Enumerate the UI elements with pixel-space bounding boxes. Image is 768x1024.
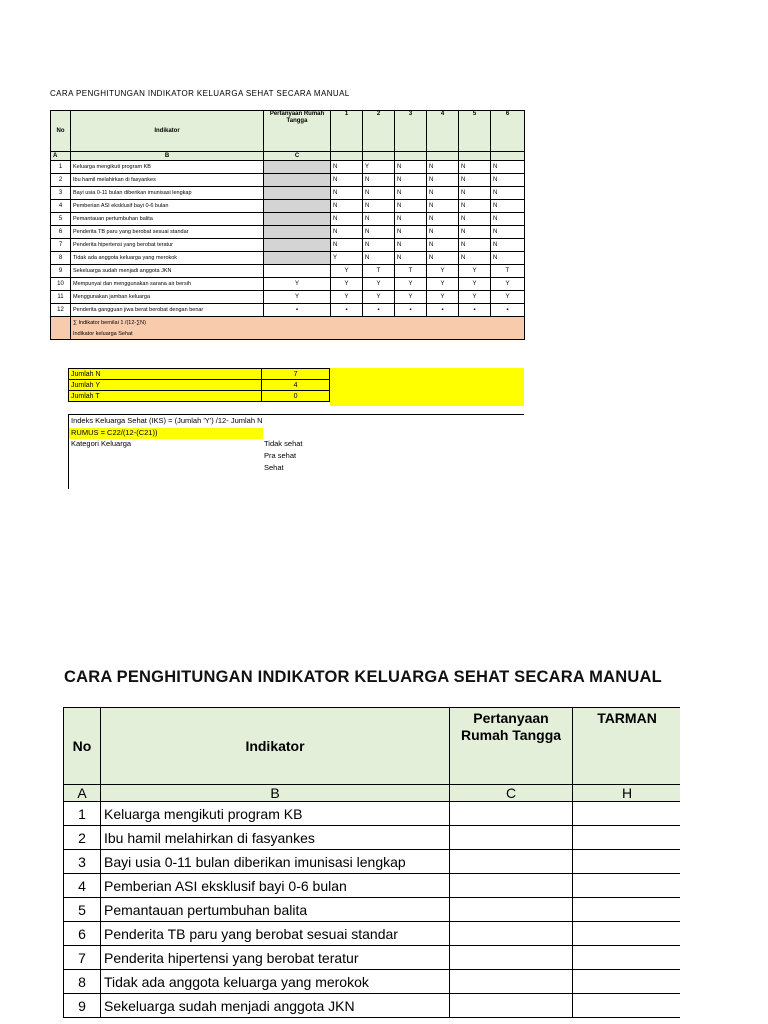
big-table-row: [64, 802, 682, 826]
small-letter-row: [51, 152, 525, 161]
big-row-indikator: Bayi usia 0-11 bulan diberikan imunisasi lengkap: [101, 850, 450, 874]
big-row-indikator: Pemantauan pertumbuhan balita: [101, 898, 450, 922]
row-value-cell: N: [395, 252, 427, 265]
header-col-2: 2: [363, 111, 395, 152]
big-letter-c: C: [450, 785, 573, 802]
row-value-cell: N: [459, 200, 491, 213]
row-value-cell: N: [491, 161, 525, 174]
big-row-indikator: Penderita TB paru yang berobat sesuai standar: [101, 922, 450, 946]
big-header-indikator: Indikator: [101, 708, 450, 785]
row-value-cell: N: [395, 200, 427, 213]
row-value-cell: N: [491, 174, 525, 187]
big-row-pertanyaan-cell: [450, 922, 573, 946]
row-indikator: Mempunyai dan menggunakan sarana air bersih: [71, 278, 264, 291]
row-value-cell: N: [427, 174, 459, 187]
row-value-cell: N: [427, 226, 459, 239]
big-row-pertanyaan-cell: [450, 898, 573, 922]
big-row-number: 6: [64, 922, 101, 946]
row-value-cell: T: [491, 265, 525, 278]
jumlah-n-row: [69, 369, 330, 380]
big-header-tarman: TARMAN: [573, 708, 682, 785]
row-value-cell: Y: [459, 291, 491, 304]
big-header-no: No: [64, 708, 101, 785]
small-footer-row-2: [51, 328, 525, 340]
row-value-cell: Y: [363, 161, 395, 174]
row-value-cell: Y: [331, 265, 363, 278]
big-row-tarman-cell: [573, 898, 682, 922]
big-row-number: 5: [64, 898, 101, 922]
letter-a: A: [51, 152, 71, 161]
small-table-row: [51, 278, 525, 291]
row-value-cell: N: [427, 252, 459, 265]
big-row-indikator: Keluarga mengikuti program KB: [101, 802, 450, 826]
big-row-indikator: Tidak ada anggota keluarga yang merokok: [101, 970, 450, 994]
row-pertanyaan-cell: [264, 226, 331, 239]
row-pertanyaan-cell: [264, 265, 331, 278]
row-pertanyaan-cell: [264, 161, 331, 174]
big-row-indikator: Pemberian ASI eksklusif bayi 0-6 bulan: [101, 874, 450, 898]
big-row-number: 2: [64, 826, 101, 850]
iks-block: [68, 414, 524, 489]
row-value-cell: N: [427, 187, 459, 200]
row-value-cell: N: [331, 174, 363, 187]
row-number: 2: [51, 174, 71, 187]
row-value-cell: Y: [331, 291, 363, 304]
row-value-cell: N: [427, 239, 459, 252]
row-value-cell: N: [459, 174, 491, 187]
page-clip: [680, 660, 768, 1024]
row-value-cell: ▪: [331, 304, 363, 317]
small-indicator-table: [50, 110, 525, 340]
row-value-cell: Y: [395, 278, 427, 291]
row-number: 3: [51, 187, 71, 200]
row-pertanyaan-cell: [264, 239, 331, 252]
big-table-row: [64, 946, 682, 970]
big-row-number: 7: [64, 946, 101, 970]
small-table-row: [51, 161, 525, 174]
row-value-cell: N: [491, 213, 525, 226]
small-table-row: [51, 265, 525, 278]
row-indikator: Pemberian ASI eksklusif bayi 0-6 bulan: [71, 200, 264, 213]
row-indikator: Sekeluarga sudah menjadi anggota JKN: [71, 265, 264, 278]
big-row-tarman-cell: [573, 802, 682, 826]
big-table-row: [64, 922, 682, 946]
row-value-cell: ▪: [427, 304, 459, 317]
big-row-indikator: Sekeluarga sudah menjadi anggota JKN: [101, 994, 450, 1018]
big-header-row: [64, 708, 682, 785]
row-value-cell: Y: [331, 278, 363, 291]
kategori-sehat: Sehat: [264, 463, 284, 472]
big-letter-a: A: [64, 785, 101, 802]
row-value-cell: Y: [491, 278, 525, 291]
jumlah-table: [68, 368, 330, 402]
row-value-cell: ▪: [459, 304, 491, 317]
row-value-cell: N: [459, 226, 491, 239]
big-table-row: [64, 826, 682, 850]
big-row-pertanyaan-cell: [450, 826, 573, 850]
small-table-row: [51, 304, 525, 317]
big-row-tarman-cell: [573, 874, 682, 898]
row-value-cell: Y: [491, 291, 525, 304]
header-indikator: Indikator: [71, 111, 264, 152]
row-value-cell: N: [491, 187, 525, 200]
row-value-cell: N: [363, 200, 395, 213]
jumlah-y-value: 4: [262, 380, 330, 391]
row-value-cell: N: [395, 213, 427, 226]
big-row-indikator: Penderita hipertensi yang berobat teratur: [101, 946, 450, 970]
big-header-pertanyaan: Pertanyaan Rumah Tangga: [450, 708, 573, 785]
row-value-cell: Y: [363, 278, 395, 291]
jumlah-t-label: Jumlah T: [69, 391, 262, 402]
row-value-cell: N: [459, 161, 491, 174]
row-value-cell: Y: [331, 252, 363, 265]
row-number: 4: [51, 200, 71, 213]
header-pertanyaan: Pertanyaan Rumah Tangga: [264, 111, 331, 152]
row-value-cell: N: [331, 239, 363, 252]
rumus-formula: RUMUS = C22/(12-(C21)): [68, 428, 263, 439]
row-value-cell: N: [331, 161, 363, 174]
row-indikator: Keluarga mengikuti program KB: [71, 161, 264, 174]
row-number: 11: [51, 291, 71, 304]
row-value-cell: N: [491, 239, 525, 252]
small-table-row: [51, 239, 525, 252]
row-indikator: Penderita hipertensi yang berobat teratur: [71, 239, 264, 252]
letter-c: C: [264, 152, 331, 161]
row-value-cell: N: [331, 187, 363, 200]
kategori-label: Kategori Keluarga: [71, 439, 132, 448]
row-value-cell: Y: [459, 278, 491, 291]
header-col-5: 5: [459, 111, 491, 152]
row-number: 5: [51, 213, 71, 226]
row-value-cell: N: [395, 239, 427, 252]
row-value-cell: N: [395, 226, 427, 239]
row-pertanyaan-cell: [264, 213, 331, 226]
big-row-tarman-cell: [573, 922, 682, 946]
small-header-row: [51, 111, 525, 152]
kategori-block: [68, 439, 524, 489]
row-value-cell: ▪: [491, 304, 525, 317]
row-number: 10: [51, 278, 71, 291]
jumlah-y-label: Jumlah Y: [69, 380, 262, 391]
row-number: 7: [51, 239, 71, 252]
row-value-cell: N: [363, 239, 395, 252]
row-pertanyaan-cell: Y: [264, 291, 331, 304]
big-row-number: 8: [64, 970, 101, 994]
row-value-cell: N: [395, 161, 427, 174]
big-letter-row: [64, 785, 682, 802]
row-value-cell: Y: [427, 291, 459, 304]
jumlah-y-row: [69, 380, 330, 391]
row-pertanyaan-cell: [264, 174, 331, 187]
row-value-cell: N: [331, 213, 363, 226]
header-col-1: 1: [331, 111, 363, 152]
row-pertanyaan-cell: [264, 252, 331, 265]
row-indikator: Ibu hamil melahirkan di fasyankes: [71, 174, 264, 187]
row-value-cell: Y: [363, 291, 395, 304]
row-value-cell: N: [459, 239, 491, 252]
row-indikator: Penderita TB paru yang berobat sesuai standar: [71, 226, 264, 239]
big-letter-b: B: [101, 785, 450, 802]
row-value-cell: T: [363, 265, 395, 278]
row-value-cell: N: [427, 200, 459, 213]
row-value-cell: Y: [427, 265, 459, 278]
big-table-row: [64, 970, 682, 994]
row-value-cell: Y: [427, 278, 459, 291]
row-value-cell: N: [459, 213, 491, 226]
row-value-cell: Y: [459, 265, 491, 278]
big-row-pertanyaan-cell: [450, 874, 573, 898]
small-table-row: [51, 213, 525, 226]
small-table-row: [51, 226, 525, 239]
small-table-row: [51, 200, 525, 213]
row-indikator: Menggunakan jamban keluarga: [71, 291, 264, 304]
row-indikator: Penderita gangguan jiwa berat berobat dengan benar: [71, 304, 264, 317]
big-row-number: 9: [64, 994, 101, 1018]
yellow-highlight: [330, 368, 524, 406]
row-pertanyaan-cell: [264, 187, 331, 200]
big-row-number: 4: [64, 874, 101, 898]
row-value-cell: N: [331, 226, 363, 239]
row-value-cell: N: [395, 174, 427, 187]
row-value-cell: N: [427, 213, 459, 226]
row-value-cell: N: [363, 174, 395, 187]
big-row-tarman-cell: [573, 994, 682, 1018]
row-value-cell: N: [363, 226, 395, 239]
small-footer-row-1: [51, 317, 525, 329]
small-table-row: [51, 291, 525, 304]
kategori-tidak-sehat: Tidak sehat: [264, 439, 303, 448]
big-indicator-table: [63, 707, 682, 1018]
row-value-cell: T: [395, 265, 427, 278]
footer-sum-label: ∑ Indikator bernilai 1 /(12-∑N): [71, 317, 525, 329]
row-number: 12: [51, 304, 71, 317]
row-indikator: Tidak ada anggota keluarga yang merokok: [71, 252, 264, 265]
letter-b: B: [71, 152, 264, 161]
small-table-row: [51, 187, 525, 200]
big-row-tarman-cell: [573, 826, 682, 850]
row-value-cell: N: [427, 161, 459, 174]
header-no: No: [51, 111, 71, 152]
big-row-tarman-cell: [573, 850, 682, 874]
row-value-cell: Y: [395, 291, 427, 304]
big-row-number: 1: [64, 802, 101, 826]
row-number: 1: [51, 161, 71, 174]
big-row-pertanyaan-cell: [450, 802, 573, 826]
jumlah-n-value: 7: [262, 369, 330, 380]
row-value-cell: ▪: [363, 304, 395, 317]
footer-ks-label: Indikator keluarga Sehat: [71, 328, 525, 340]
row-value-cell: N: [395, 187, 427, 200]
row-indikator: Pemantauan pertumbuhan balita: [71, 213, 264, 226]
header-col-4: 4: [427, 111, 459, 152]
row-value-cell: N: [331, 200, 363, 213]
big-row-number: 3: [64, 850, 101, 874]
row-pertanyaan-cell: Y: [264, 278, 331, 291]
big-row-pertanyaan-cell: [450, 994, 573, 1018]
jumlah-n-label: Jumlah N: [69, 369, 262, 380]
big-letter-h: H: [573, 785, 682, 802]
big-sheet-title: CARA PENGHITUNGAN INDIKATOR KELUARGA SEHAT SECARA MANUAL: [64, 668, 662, 686]
row-number: 8: [51, 252, 71, 265]
header-col-3: 3: [395, 111, 427, 152]
big-table-row: [64, 874, 682, 898]
row-value-cell: N: [363, 187, 395, 200]
big-row-pertanyaan-cell: [450, 946, 573, 970]
row-number: 6: [51, 226, 71, 239]
row-pertanyaan-cell: ▪: [264, 304, 331, 317]
big-row-indikator: Ibu hamil melahirkan di fasyankes: [101, 826, 450, 850]
jumlah-t-value: 0: [262, 391, 330, 402]
small-table-row: [51, 252, 525, 265]
row-value-cell: N: [459, 252, 491, 265]
kategori-pra-sehat: Pra sehat: [264, 451, 297, 460]
big-table-row: [64, 994, 682, 1018]
iks-formula: Indeks Keluarga Sehat (IKS) = (Jumlah 'Y') /12- Jumlah N: [68, 414, 524, 428]
row-value-cell: ▪: [395, 304, 427, 317]
big-row-pertanyaan-cell: [450, 970, 573, 994]
big-table-row: [64, 850, 682, 874]
row-value-cell: N: [459, 187, 491, 200]
small-sheet-title: CARA PENGHITUNGAN INDIKATOR KELUARGA SEHAT SECARA MANUAL: [50, 89, 350, 98]
small-table-row: [51, 174, 525, 187]
big-row-pertanyaan-cell: [450, 850, 573, 874]
row-value-cell: N: [491, 252, 525, 265]
row-value-cell: N: [491, 200, 525, 213]
row-number: 9: [51, 265, 71, 278]
header-col-6: 6: [491, 111, 525, 152]
row-value-cell: N: [491, 226, 525, 239]
big-row-tarman-cell: [573, 970, 682, 994]
row-value-cell: N: [363, 213, 395, 226]
row-pertanyaan-cell: [264, 200, 331, 213]
big-table-row: [64, 898, 682, 922]
jumlah-t-row: [69, 391, 330, 402]
row-value-cell: N: [363, 252, 395, 265]
row-indikator: Bayi usia 0-11 bulan diberikan imunisasi lengkap: [71, 187, 264, 200]
big-row-tarman-cell: [573, 946, 682, 970]
